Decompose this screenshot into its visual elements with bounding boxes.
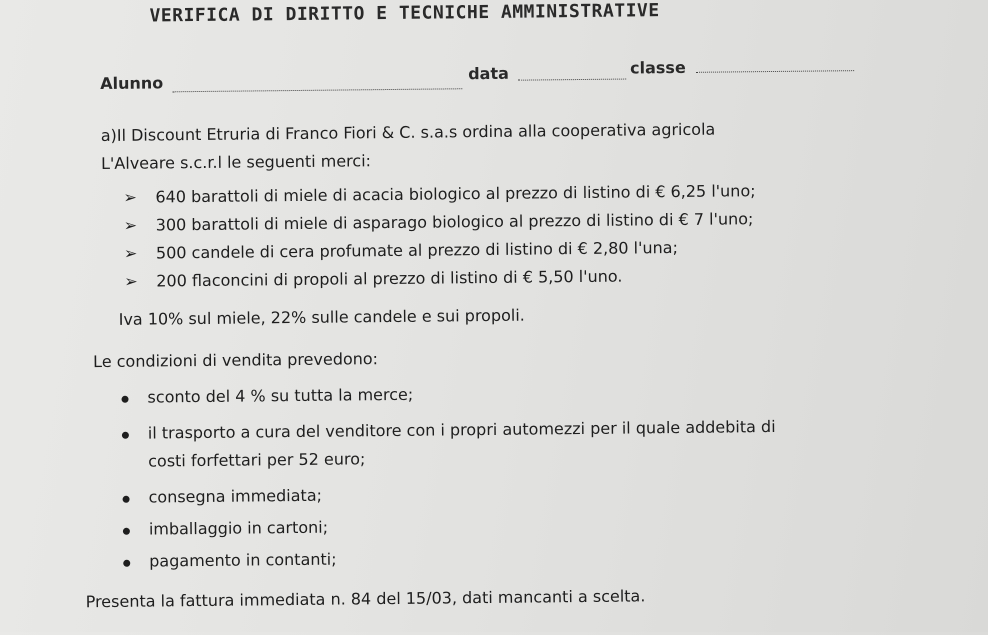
goods-item-text: 300 barattoli di miele di asparago biologico al prezzo di listino di € 7 l'uno; [155, 209, 754, 235]
class-blank [696, 70, 854, 73]
conditions-title: Le condizioni di vendita prevedono: [93, 349, 379, 372]
intro-line-1: a)Il Discount Etruria di Franco Fiori & C. s.a.s ordina alla cooperativa agricola [100, 119, 716, 146]
condition-text: consegna immediata; [148, 485, 323, 507]
goods-item-text: 640 barattoli di miele di acacia biologico al prezzo di listino di € 6,25 l'uno; [155, 181, 756, 207]
bullet-dot-icon [123, 528, 130, 535]
condition-text: imballaggio in cartoni; [148, 517, 329, 539]
student-label: Alunno [100, 73, 164, 94]
arrow-bullet-icon: ➢ [123, 187, 137, 207]
class-label: classe [629, 57, 686, 78]
bullet-dot-icon [123, 496, 130, 503]
bullet-dot-icon [122, 432, 129, 439]
date-blank [518, 79, 626, 81]
bullet-dot-icon [121, 396, 128, 403]
arrow-bullet-icon: ➢ [123, 215, 138, 235]
condition-text: pagamento in contanti; [149, 549, 337, 571]
arrow-bullet-icon: ➢ [124, 271, 138, 291]
intro-line-2: L'Alveare s.c.r.l le seguenti merci: [100, 151, 372, 174]
arrow-bullet-icon: ➢ [123, 243, 138, 263]
goods-item-text: 200 flaconcini di propoli al prezzo di listino di € 5,50 l'uno. [156, 266, 623, 291]
task-instruction: Presenta la fattura immediata n. 84 del 15/03, dati mancanti a scelta. [85, 586, 646, 612]
date-label: data [468, 63, 509, 84]
condition-text: sconto del 4 % su tutta la merce; [147, 384, 414, 407]
student-info-line [100, 54, 860, 92]
condition-text: il trasporto a cura del venditore con i propri automezzi per il quale addebita di [147, 416, 776, 443]
condition-text-continuation: costi forfettari per 52 euro; [148, 449, 366, 471]
bullet-dot-icon [123, 560, 130, 567]
student-name-blank [172, 88, 462, 92]
worksheet-title: VERIFICA DI DIRITTO E TECNICHE AMMINISTRATIVE [149, 0, 660, 27]
goods-item-text: 500 candele di cera profumate al prezzo di listino di € 2,80 l'una; [155, 238, 679, 263]
vat-note: Iva 10% sul miele, 22% sulle candele e sui propoli. [118, 305, 525, 329]
